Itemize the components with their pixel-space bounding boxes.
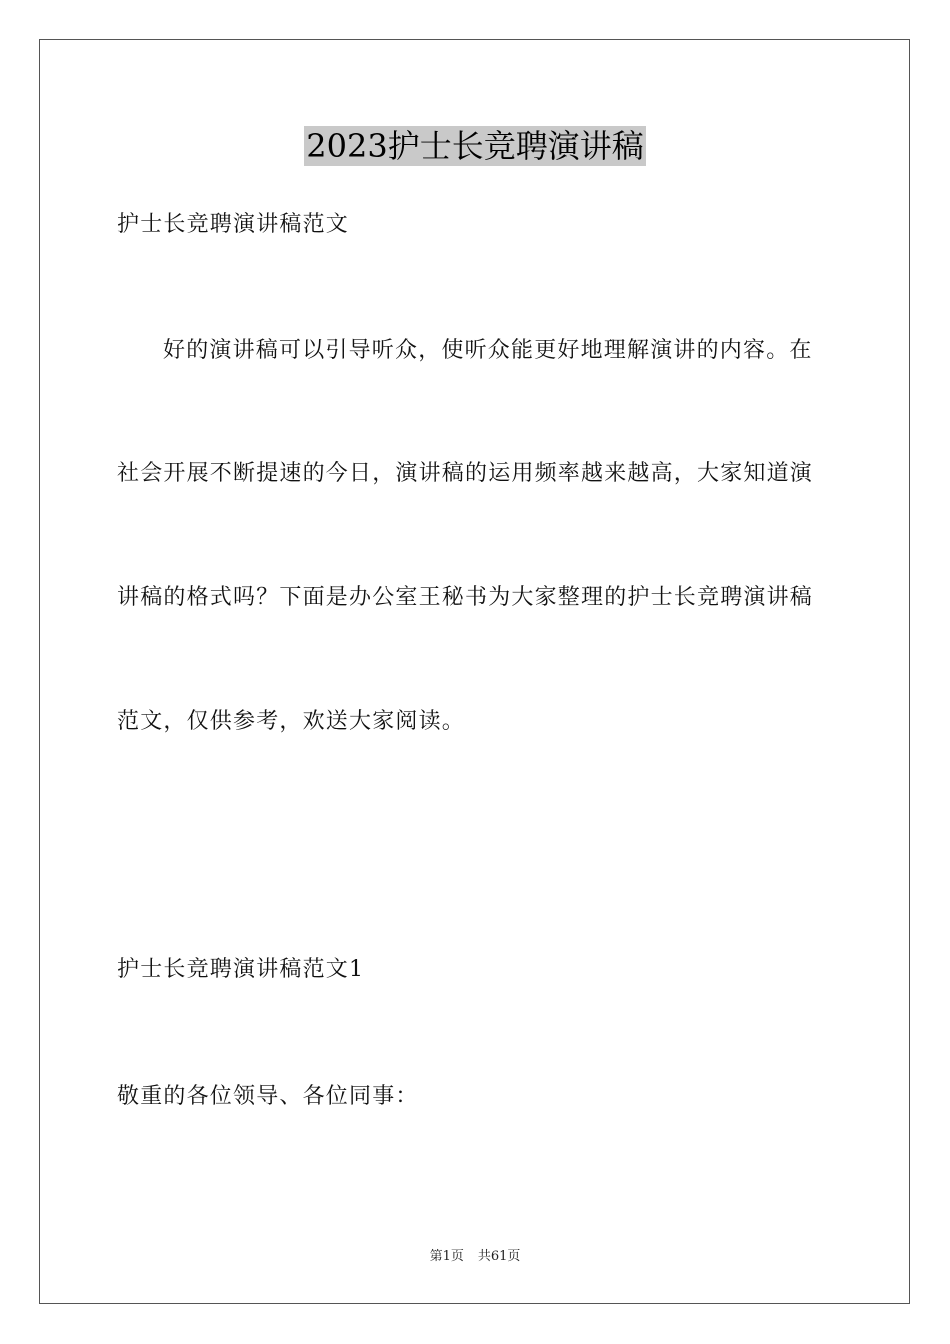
document-title: 2023护士长竞聘演讲稿	[306, 127, 644, 165]
section-heading: 护士长竞聘演讲稿范文1	[117, 957, 365, 982]
page-number: 第1页	[429, 1249, 464, 1264]
paragraph-line-3: 讲稿的格式吗？下面是办公室王秘书为大家整理的护士长竞聘演讲稿	[117, 585, 814, 610]
page-footer	[0, 1248, 950, 1266]
paragraph-line-1: 好的演讲稿可以引导听众，使听众能更好地理解演讲的内容。在	[163, 338, 813, 363]
paragraph-line-2: 社会开展不断提速的今日，演讲稿的运用频率越来越高，大家知道演	[117, 461, 814, 486]
subtitle-line: 护士长竞聘演讲稿范文	[117, 212, 350, 237]
page-total: 共61页	[477, 1249, 521, 1264]
salutation-line: 敬重的各位领导、各位同事：	[117, 1084, 419, 1109]
paragraph-line-4: 范文，仅供参考，欢送大家阅读。	[117, 709, 466, 734]
title-container	[0, 126, 950, 166]
